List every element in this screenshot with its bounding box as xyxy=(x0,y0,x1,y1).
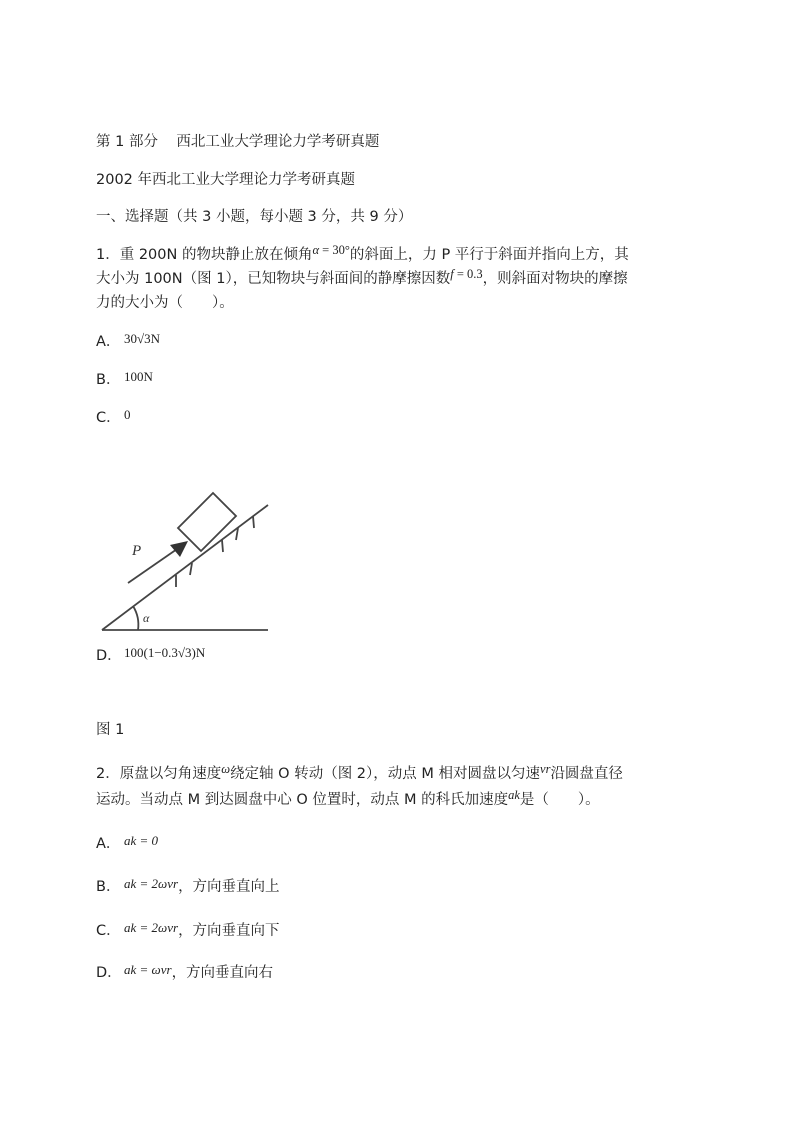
q2-option-b: B． ak = 2ωvr，方向垂直向上 xyxy=(96,876,280,895)
part-heading: 一、选择题（共 3 小题，每小题 3 分，共 9 分） xyxy=(96,209,413,225)
q2-option-d: D． ak = ωvr，方向垂直向右 xyxy=(96,962,274,981)
q2-option-a: A． ak = 0 xyxy=(96,833,159,852)
friction-symbol: f xyxy=(450,267,454,281)
q1-line-1: 1．重 200N 的物块静止放在倾角α = 30°的斜面上，力 P 平行于斜面并指向上方，其 xyxy=(96,243,629,263)
figure-1-caption: 图 1 xyxy=(96,722,125,738)
angle-label: α xyxy=(143,611,150,625)
q1-option-b: B． 100N xyxy=(96,369,153,388)
hatch-mark xyxy=(253,516,254,528)
section-title: 西北工业大学理论力学考研真题 xyxy=(176,134,380,150)
q2-line-1: 2．原盘以匀角速度ω绕定轴 O 转动（图 2），动点 M 相对圆盘以匀速vr沿圆盘直径 xyxy=(96,762,623,782)
ak-symbol: ak xyxy=(508,788,520,802)
hatch-mark xyxy=(190,563,192,575)
angle-arc xyxy=(133,606,138,630)
q1-option-c: C． 0 xyxy=(96,407,131,426)
incline-line xyxy=(102,505,268,630)
force-arrowhead xyxy=(170,541,188,557)
angle-symbol: α xyxy=(312,243,320,257)
omega-symbol: ω xyxy=(221,762,231,776)
q1-option-d: D． 100(1−0.3√3)N xyxy=(96,645,206,664)
q2-option-c: C． ak = 2ωvr，方向垂直向下 xyxy=(96,920,280,939)
q1-line-3: 力的大小为（ ）。 xyxy=(96,295,234,311)
friction-value: = 0.3 xyxy=(453,267,483,281)
angle-value: = 30° xyxy=(319,243,350,257)
force-label: P xyxy=(132,543,142,559)
exam-title: 2002 年西北工业大学理论力学考研真题 xyxy=(96,172,356,188)
q2-line-2: 运动。当动点 M 到达圆盘中心 O 位置时，动点 M 的科氏加速度ak是（ ）。 xyxy=(96,788,600,808)
q1-option-a: A． 30√3N xyxy=(96,331,161,350)
figure-1-incline xyxy=(96,485,276,635)
vr-symbol: vr xyxy=(540,762,551,776)
section-number: 第 1 部分 xyxy=(96,134,158,150)
section-heading xyxy=(96,132,379,152)
hatch-mark xyxy=(222,540,223,552)
q1-line-2: 大小为 100N（图 1），已知物块与斜面间的静摩擦因数f = 0.3，则斜面对物块的摩擦 xyxy=(96,267,628,287)
